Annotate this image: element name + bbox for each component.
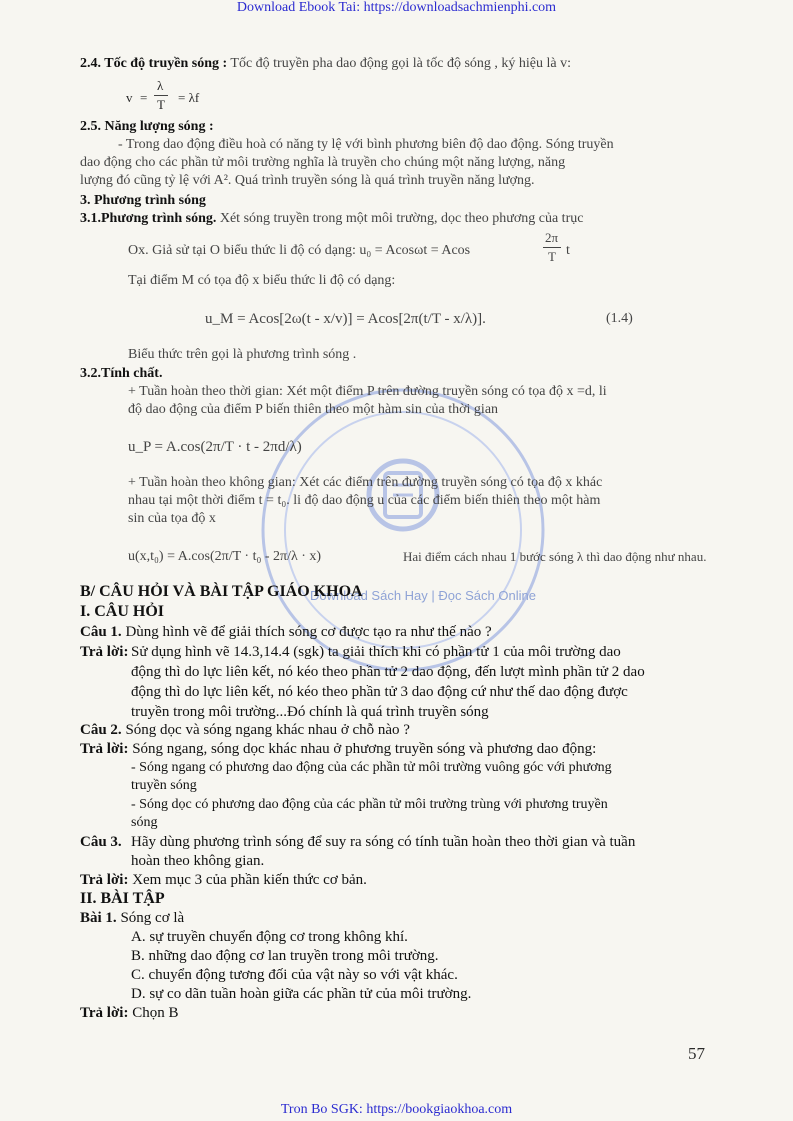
equation-1-4-label: (1.4) bbox=[606, 311, 633, 326]
s32-line-4: nhau tại một thời điểm t = t₀. li độ dao động u của các điểm biến thiên theo một hàm bbox=[128, 493, 601, 508]
answer-2-text: Sóng ngang, sóng dọc khác nhau ở phương truyền sóng và phương dao động: bbox=[132, 741, 597, 757]
s32-line-2: độ dao động của điểm P biến thiên theo một hàm sin của thời gian bbox=[128, 402, 499, 417]
s31-line-5: Biểu thức trên gọi là phương trình sóng . bbox=[128, 347, 357, 362]
formula-v: v bbox=[126, 90, 133, 105]
answer-1-line-1: Sử dụng hình vẽ 14.3,14.4 (sgk) ta giải thích khi có phần tử 1 của môi trường dao bbox=[131, 644, 621, 660]
section-2-4 bbox=[80, 55, 571, 73]
s25-line-2: dao động cho các phần tử môi trường nghĩa là truyền cho chúng một năng lượng, năng bbox=[80, 155, 566, 170]
s32-line-3: + Tuần hoàn theo không gian: Xét các điểm trên đường truyền sóng có tọa độ x khác bbox=[128, 475, 603, 490]
answer-3 bbox=[80, 871, 367, 889]
answer-exercise-1-text: Chọn B bbox=[132, 1005, 179, 1021]
answer-2-line-2: truyền sóng bbox=[131, 778, 197, 793]
answer-2 bbox=[80, 740, 596, 758]
formula-den: T bbox=[157, 97, 165, 112]
s31-frac-tail: t bbox=[566, 243, 570, 258]
section-2-4-text: Tốc độ truyền pha dao động gọi là tốc độ sóng , ký hiệu là v: bbox=[230, 56, 572, 71]
formula-eq: = bbox=[140, 90, 148, 105]
formula-tail: = λf bbox=[178, 90, 200, 105]
question-3-line-1: Hãy dùng phương trình sóng để suy ra sóng có tính tuần hoàn theo thời gian và tuần bbox=[131, 834, 636, 850]
s25-line-1: - Trong dao động điều hoà có năng ty lệ với bình phương biên độ dao động. Sóng truyền bbox=[118, 137, 614, 152]
watermark-text: Download Sách Hay | Đọc Sách Online bbox=[310, 588, 536, 603]
exercise-1-option-b: B. những dao động cơ lan truyền trong môi trường. bbox=[131, 948, 439, 964]
exercise-1-text: Sóng cơ là bbox=[120, 910, 185, 926]
answer-1-line-2: động thì do lực liên kết, nó kéo theo phần tử 2 dao động, đến lượt mình phần tử 2 dao bbox=[131, 664, 645, 680]
questions-title: I. CÂU HỎI bbox=[80, 603, 165, 620]
section-3-1-title: 3.1.Phương trình sóng. bbox=[80, 211, 217, 226]
section-b-title: B/ CÂU HỎI VÀ BÀI TẬP GIÁO KHOA bbox=[80, 583, 363, 600]
s32-line-1: + Tuần hoàn theo thời gian: Xét một điểm P trên đường truyền sóng có tọa độ x =d, li bbox=[128, 384, 607, 399]
section-3-2-title: 3.2.Tính chất. bbox=[80, 366, 163, 381]
question-3-label: Câu 3. bbox=[80, 834, 122, 850]
exercises-title: II. BÀI TẬP bbox=[80, 890, 165, 907]
answer-1-label: Trả lời: bbox=[80, 644, 129, 660]
question-1-label: Câu 1. bbox=[80, 624, 122, 640]
section-2-5-title: 2.5. Năng lượng sóng : bbox=[80, 119, 214, 134]
s31-frac-num: 2π bbox=[545, 230, 559, 245]
exercise-1-option-d: D. sự co dãn tuần hoàn giữa các phần tử của môi trường. bbox=[131, 986, 472, 1002]
question-3-line-2: hoàn theo không gian. bbox=[131, 853, 265, 869]
answer-exercise-1 bbox=[80, 1004, 178, 1022]
section-3-title: 3. Phương trình sóng bbox=[80, 193, 206, 208]
exercise-1-option-a: A. sự truyền chuyển động cơ trong không khí. bbox=[131, 929, 408, 945]
exercise-1 bbox=[80, 909, 184, 927]
s32-line-5: sin của tọa độ x bbox=[128, 511, 216, 526]
answer-2-line-1: - Sóng ngang có phương dao động của các phần tử môi trường vuông góc với phương bbox=[131, 760, 612, 775]
equation-up: u_P = A.cos(2π/T · t - 2πd/λ) bbox=[128, 439, 302, 455]
header-download-link[interactable]: Download Ebook Tai: https://downloadsachmienphi.com bbox=[236, 0, 557, 15]
equation-1-4: u_M = Acos[2ω(t - x/v)] = Acos[2π(t/T - x/λ)]. bbox=[205, 311, 486, 327]
page-number: 57 bbox=[688, 1044, 705, 1063]
section-3-1-text: Xét sóng truyền trong một môi trường, dọc theo phương của trục bbox=[219, 211, 584, 226]
answer-3-text: Xem mục 3 của phần kiến thức cơ bản. bbox=[132, 872, 367, 888]
s31-frac-den: T bbox=[548, 249, 556, 264]
equation-uxt-tail: Hai điểm cách nhau 1 bước sóng λ thì dao động như nhau. bbox=[403, 549, 707, 564]
answer-1-line-4: truyền trong môi trường...Đó chính là quá trình truyền sóng bbox=[131, 704, 489, 720]
s31-frac-bar bbox=[543, 247, 561, 248]
question-1-text: Dùng hình vẽ để giải thích sóng cơ được tạo ra như thế nào ? bbox=[125, 624, 492, 640]
answer-exercise-1-label: Trả lời: bbox=[80, 1005, 129, 1021]
question-2-label: Câu 2. bbox=[80, 722, 122, 738]
s31-line-3: Tại điểm M có tọa độ x biểu thức li độ có dạng: bbox=[128, 273, 396, 288]
equation-uxt: u(x,t₀) = A.cos(2π/T · t₀ - 2π/λ · x) bbox=[128, 549, 322, 564]
section-3-1 bbox=[80, 210, 583, 228]
formula-num: λ bbox=[157, 78, 164, 93]
answer-1-line-3: động thì do lực liên kết, nó kéo theo phần tử 3 dao động cứ như thế dao động được bbox=[131, 684, 628, 700]
s25-line-3: lượng đó cũng tỷ lệ với A². Quá trình truyền sóng là quá trình truyền năng lượng. bbox=[80, 173, 535, 188]
answer-2-label: Trả lời: bbox=[80, 741, 129, 757]
formula-bar bbox=[154, 95, 168, 96]
answer-2-line-3: - Sóng dọc có phương dao động của các phần tử môi trường trùng với phương truyền bbox=[131, 797, 608, 812]
exercise-1-label: Bài 1. bbox=[80, 910, 117, 926]
exercise-1-option-c: C. chuyển động tương đối của vật này so với vật khác. bbox=[131, 967, 458, 983]
answer-2-line-4: sóng bbox=[131, 815, 158, 830]
s31-line-2: Ox. Giả sử tại O biểu thức li độ có dạng: u₀ = Acosωt = Acos bbox=[128, 243, 471, 258]
question-2 bbox=[80, 721, 410, 739]
section-2-4-title: 2.4. Tốc độ truyền sóng : bbox=[80, 56, 228, 71]
question-1 bbox=[80, 623, 492, 641]
question-2-text: Sóng dọc và sóng ngang khác nhau ở chỗ nào ? bbox=[125, 722, 410, 738]
answer-3-label: Trả lời: bbox=[80, 872, 129, 888]
footer-sgk-link[interactable]: Tron Bo SGK: https://bookgiaokhoa.com bbox=[280, 1102, 513, 1117]
